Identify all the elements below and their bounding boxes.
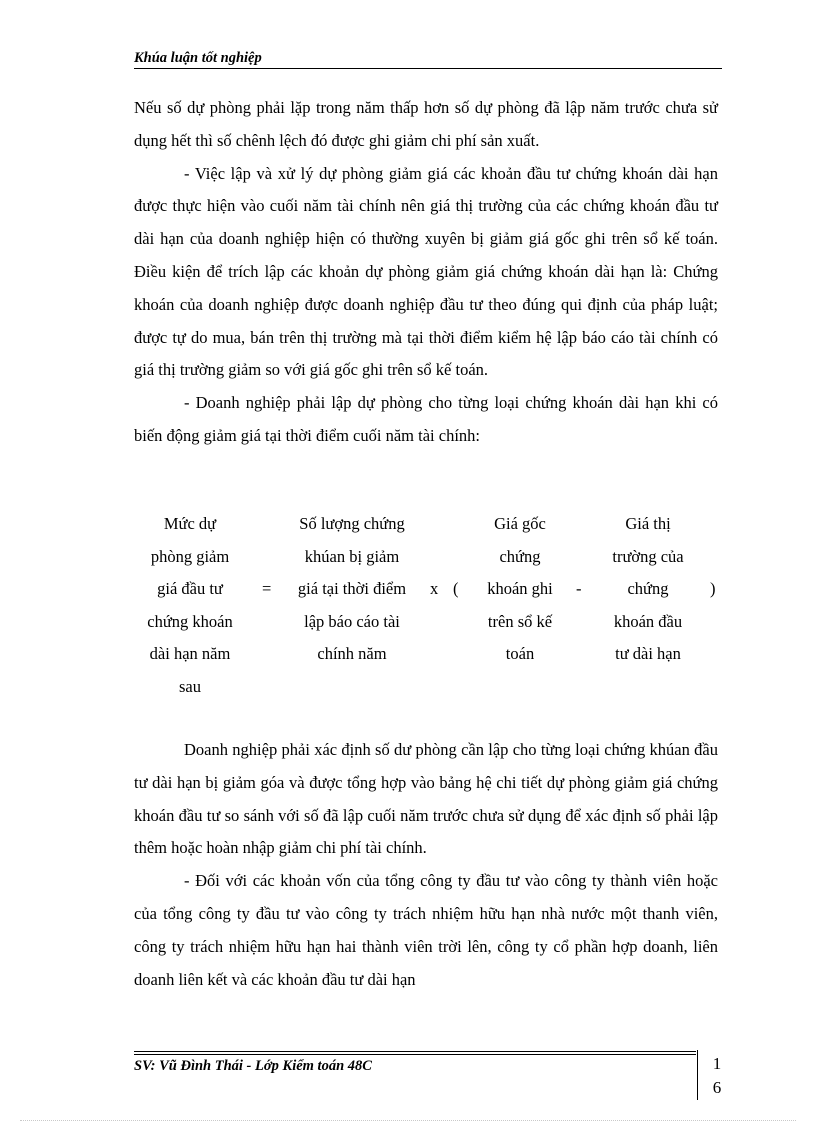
paragraph-5: - Đối với các khoản vốn của tổng công ty đầu tư vào công ty thành viên hoặc của tổng công ty đầu tư vào công ty trách nhiệm hữu hạn nhà nước một thanh viên, công ty trách nhiệm hữu hạn hai thành viên trời lên, công ty cổ phần hợp doanh, liên doanh liên kết và các khoản đầu tư dài hạn	[134, 871, 718, 989]
formula-line: khúan bị giảm	[304, 546, 400, 566]
body-text-bottom	[134, 734, 718, 996]
formula-close-paren: )	[710, 579, 716, 598]
formula-line: Số lượng chứng	[299, 514, 405, 533]
footer-rule-bottom	[134, 1054, 696, 1055]
header-title: Khúa luận tốt nghiệp	[134, 50, 262, 66]
footer-rule-top	[134, 1051, 696, 1052]
formula-line: sau	[179, 676, 201, 696]
formula-line: trường của	[612, 546, 684, 566]
paragraph-3: - Doanh nghiệp phải lập dự phòng cho từng loại chứng khoán dài hạn khi có biến động giảm giá tại thời điểm cuối năm tài chính:	[134, 393, 718, 445]
formula-line: chứng khoán	[147, 611, 233, 631]
formula-col-2	[282, 508, 422, 671]
header-rule	[134, 68, 722, 69]
formula-open-paren: (	[453, 579, 459, 598]
formula-line: lập báo cáo tài	[304, 611, 400, 631]
formula-line: khoán ghi	[487, 579, 553, 598]
formula-equals: =	[262, 579, 272, 598]
formula-line: phòng giảm	[150, 546, 230, 566]
formula-line: giá đầu tư	[157, 579, 223, 598]
formula-line: chứng	[499, 546, 541, 566]
body-text-top	[134, 92, 718, 453]
formula-col-4	[596, 508, 700, 671]
formula-line: tư dài hạn	[615, 644, 681, 663]
paragraph-4: Doanh nghiệp phải xác định số dư phòng cần lập cho từng loại chứng khúan đầu tư dài hạn bị giảm góa và được tổng hợp vào bảng hệ chi tiết dự phòng giảm giá chứng khoán đầu tư so sánh với số đã lập cuối năm trước chưa sử dụng để xác định số phải lập thêm hoặc hoàn nhập giảm chi phí tài chính.	[134, 740, 718, 858]
formula-minus: -	[576, 579, 582, 598]
footer-vertical-rule	[697, 1050, 698, 1100]
formula-line: trên sổ kế	[487, 611, 553, 631]
page-number-digit-1: 1	[712, 1054, 722, 1073]
formula-block	[134, 508, 724, 708]
page-number	[707, 1052, 727, 1100]
page-edge-dotted-line	[20, 1120, 796, 1121]
page-header	[134, 50, 722, 70]
paragraph-1: Nếu số dự phòng phải lặp trong năm thấp hơn số dự phòng đã lập năm trước chưa sử dụng hết thì số chênh lệch đó được ghi giảm chi phí sản xuất.	[134, 98, 718, 150]
formula-line: Mức dự	[163, 514, 217, 533]
formula-col-3	[472, 508, 568, 671]
paragraph-2: - Việc lập và xử lý dự phòng giảm giá các khoản đầu tư chứng khoán dài hạn được thực hiện vào cuối năm tài chính nên giá thị trường của các chứng khoán đầu tư dài hạn của doanh nghiệp hiện có thường xuyên bị giảm giá gốc ghi trên sổ kế toán. Điều kiện để trích lập các khoản dự phòng giảm giá chứng khoán dài hạn là: Chứng khoán của doanh nghiệp được doanh nghiệp đầu tư theo đúng qui định của pháp luật; được tự do mua, bán trên thị trường mà tại thời điểm kiểm hệ lập báo cáo tài chính có giá thị trường giảm so với giá gốc ghi trên sổ kế toán.	[134, 163, 718, 380]
formula-times: x	[430, 579, 439, 598]
formula-line: chính năm	[317, 644, 387, 663]
formula-line: chứng	[627, 579, 669, 598]
formula-line: Giá thị	[625, 514, 671, 533]
page-number-digit-2: 6	[712, 1078, 722, 1097]
formula-line: dài hạn năm	[149, 644, 231, 663]
footer-student-info: SV: Vũ Đình Thái - Lớp Kiểm toán 48C	[134, 1058, 372, 1074]
formula-line: giá tại thời điểm	[297, 579, 407, 598]
formula-col-1	[134, 508, 246, 703]
formula-line: khoán đầu	[613, 611, 683, 631]
formula-line: toán	[505, 644, 535, 663]
formula-line: Giá gốc	[494, 514, 546, 533]
